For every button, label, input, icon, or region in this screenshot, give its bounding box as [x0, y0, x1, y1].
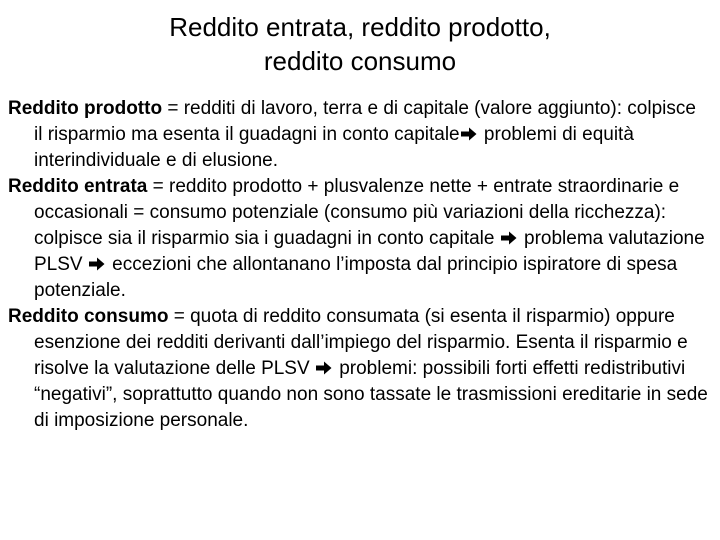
right-arrow-icon: [316, 360, 332, 376]
slide-title-line-2: reddito consumo: [263, 46, 457, 76]
term-reddito-entrata: Reddito entrata: [8, 176, 148, 197]
paragraph-reddito-prodotto: [8, 96, 708, 174]
term-reddito-consumo: Reddito consumo: [8, 306, 169, 327]
paragraph-reddito-consumo: [8, 304, 708, 434]
right-arrow-icon: [461, 126, 477, 142]
paragraph-text: = quota di reddito consumata (si esenta il risparmio) oppure esenzione dei redditi derivanti dall’impiego del risparmio. Esenta il risparmio e risolve la valutazione delle PLSV: [34, 306, 688, 379]
term-reddito-prodotto: Reddito prodotto: [8, 98, 163, 119]
paragraph-text: eccezioni che allontanano l’imposta dal principio ispiratore di spesa potenziale.: [34, 254, 678, 301]
right-arrow-icon: [89, 256, 105, 272]
right-arrow-icon: [501, 230, 517, 246]
paragraph-reddito-entrata: [8, 174, 708, 304]
paragraph-text: problema valutazione PLSV: [34, 228, 705, 275]
paragraph-text: problemi: possibili forti effetti redistributivi “negativi”, soprattutto quando non sono tassate le trasmissioni ereditarie in sede di imposizione personale.: [34, 358, 708, 431]
slide-title-line-1: Reddito entrata, reddito prodotto,: [169, 12, 551, 42]
paragraph-text: = redditi di lavoro, terra e di capitale (valore aggiunto): colpisce il risparmio ma esenta il guadagni in conto capitale: [34, 98, 696, 145]
paragraph-text: = reddito prodotto + plusvalenze nette + entrate straordinarie e occasionali = consumo potenziale (consumo più variazioni della ricchezza): colpisce sia il risparmio sia i guadagni in conto capitale: [34, 176, 680, 249]
slide-body: [8, 96, 708, 434]
paragraph-text: problemi di equità interindividuale e di elusione.: [34, 124, 634, 171]
slide-title: [0, 10, 720, 78]
